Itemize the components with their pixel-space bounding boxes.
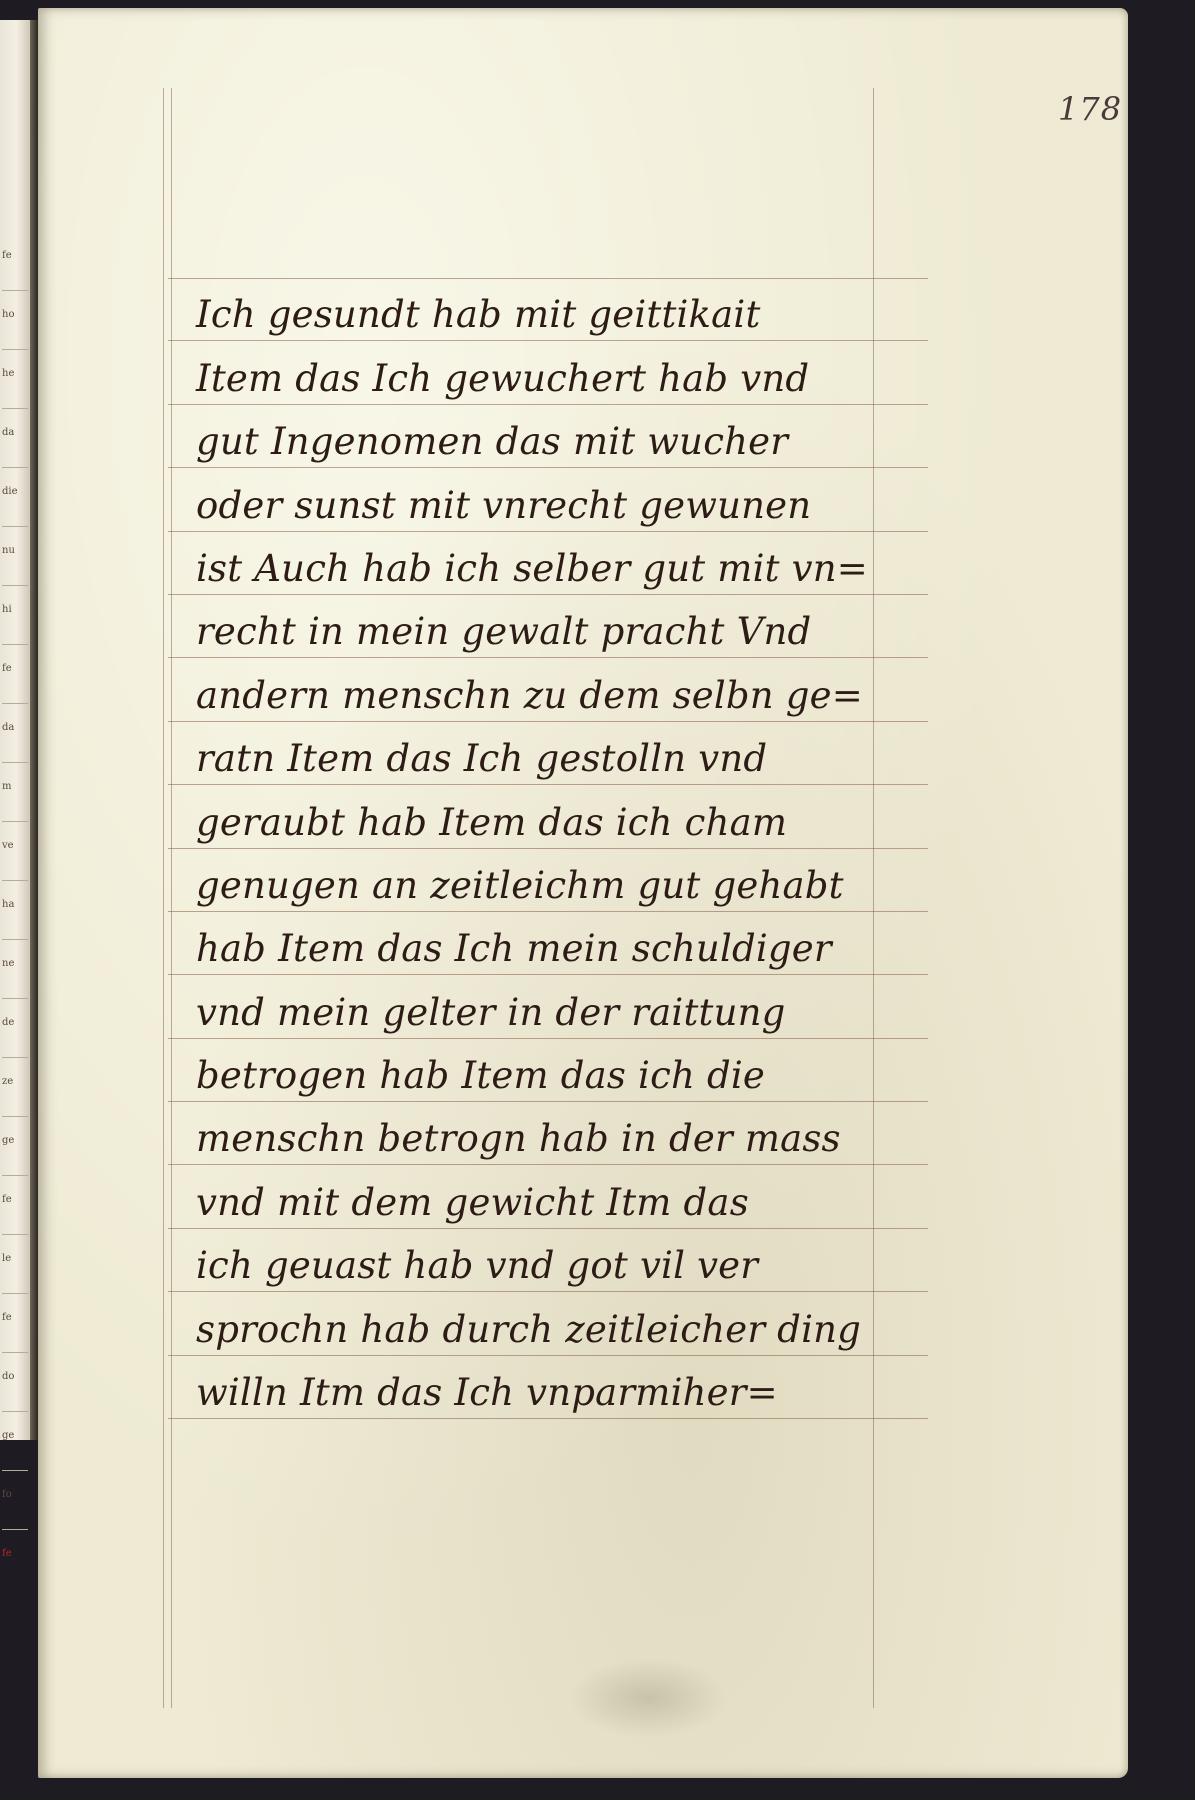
text-line: ratn Item das Ich gestolln vnd bbox=[168, 722, 928, 785]
parchment-stain bbox=[568, 1658, 728, 1738]
fragment: le bbox=[2, 1253, 28, 1294]
rubric-fragment: fe bbox=[2, 1548, 12, 1559]
fragment: he bbox=[2, 368, 28, 409]
fragment: ge bbox=[2, 1135, 28, 1176]
fragment: de bbox=[2, 1017, 28, 1058]
fragment: fo bbox=[2, 1489, 28, 1530]
text-block bbox=[168, 278, 928, 1419]
text-line: menschn betrogn hab in der mass bbox=[168, 1102, 928, 1165]
text-line: Item das Ich gewuchert hab vnd bbox=[168, 341, 928, 404]
gutter-shadow bbox=[30, 20, 38, 1440]
previous-page-fragments bbox=[2, 250, 28, 1606]
text-line: genugen an zeitleichm gut gehabt bbox=[168, 849, 928, 912]
text-line: Ich gesundt hab mit geittikait bbox=[168, 278, 928, 341]
text-line: oder sunst mit vnrecht gewunen bbox=[168, 468, 928, 531]
fragment: fe bbox=[2, 663, 28, 704]
fragment: ze bbox=[2, 1076, 28, 1117]
text-line: gut Ingenomen das mit wucher bbox=[168, 405, 928, 468]
previous-page-edge bbox=[0, 20, 31, 1559]
left-ruling-line bbox=[163, 88, 164, 1708]
fragment: ho bbox=[2, 309, 28, 350]
fragment: m bbox=[2, 781, 28, 822]
text-line: recht in mein gewalt pracht Vnd bbox=[168, 595, 928, 658]
fragment: hi bbox=[2, 604, 28, 645]
text-line: willn Itm das Ich vnparmiher= bbox=[168, 1356, 928, 1419]
fragment: da bbox=[2, 722, 28, 763]
fragment: da bbox=[2, 427, 28, 468]
text-line: ich geuast hab vnd got vil ver bbox=[168, 1229, 928, 1292]
fragment: fe bbox=[2, 250, 28, 291]
manuscript-folio bbox=[38, 8, 1128, 1778]
folio-number: 178 bbox=[1058, 90, 1123, 128]
text-line: sprochn hab durch zeitleicher ding bbox=[168, 1292, 928, 1355]
fragment: die bbox=[2, 486, 28, 527]
text-line: vnd mein gelter in der raittung bbox=[168, 975, 928, 1038]
fragment: fe bbox=[2, 1194, 28, 1235]
fragment: fe bbox=[2, 1312, 28, 1353]
text-line: ist Auch hab ich selber gut mit vn= bbox=[168, 532, 928, 595]
fragment: ve bbox=[2, 840, 28, 881]
fragment: ha bbox=[2, 899, 28, 940]
fragment: nu bbox=[2, 545, 28, 586]
fragment: ge bbox=[2, 1430, 28, 1471]
text-line: vnd mit dem gewicht Itm das bbox=[168, 1165, 928, 1228]
text-line: andern menschn zu dem selbn ge= bbox=[168, 658, 928, 721]
text-line: betrogen hab Item das ich die bbox=[168, 1039, 928, 1102]
fragment: ne bbox=[2, 958, 28, 999]
text-line: hab Item das Ich mein schuldiger bbox=[168, 912, 928, 975]
text-line: geraubt hab Item das ich cham bbox=[168, 785, 928, 848]
fragment: do bbox=[2, 1371, 28, 1412]
